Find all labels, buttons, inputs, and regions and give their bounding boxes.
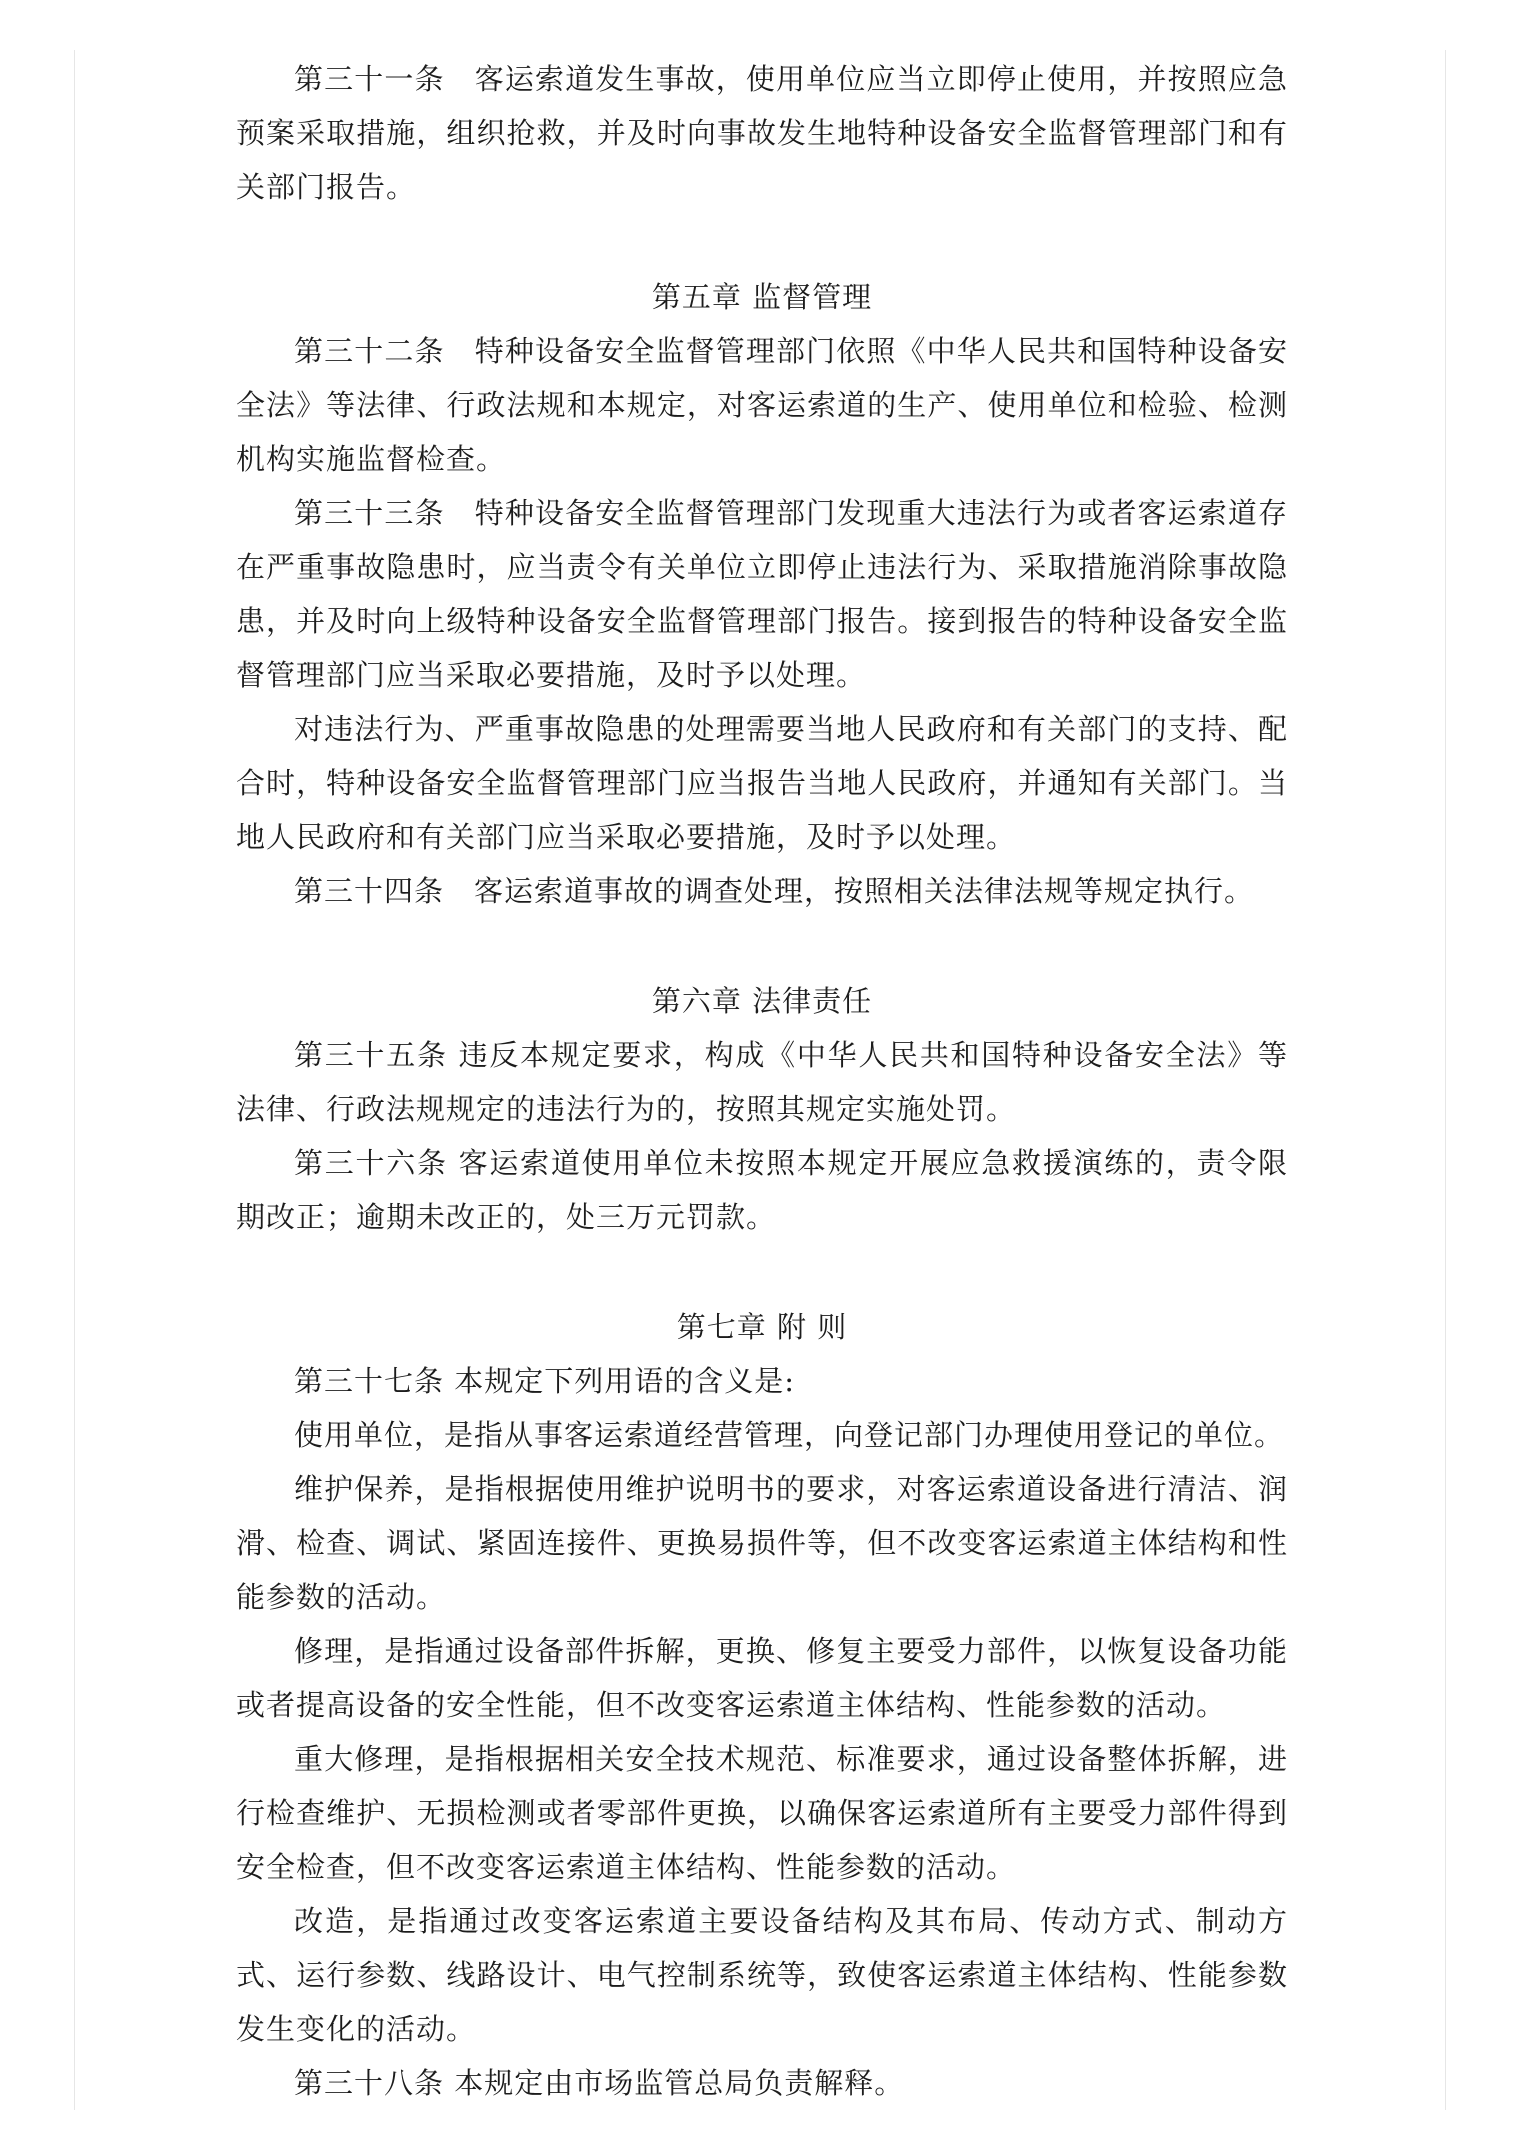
- article-37: 第三十七条 本规定下列用语的含义是:: [294, 1364, 795, 1398]
- right-margin-line: [1445, 50, 1446, 2110]
- section-gap: [236, 214, 1288, 270]
- document-body: [236, 52, 1288, 2110]
- article-31: 第三十一条 客运索道发生事故，使用单位应当立即停止使用，并按照应急预案采取措施，组织抢救，并及时向事故发生地特种设备安全监督管理部门和有关部门报告。: [236, 62, 1288, 204]
- article-33: 第三十三条 特种设备安全监督管理部门发现重大违法行为或者客运索道存在严重事故隐患时，应当责令有关单位立即停止违法行为、采取措施消除事故隐患，并及时向上级特种设备安全监督管理部门报告。接到报告的特种设备安全监督管理部门应当采取必要措施，及时予以处理。: [236, 496, 1288, 692]
- definition-major-repair: 重大修理，是指根据相关安全技术规范、标准要求，通过设备整体拆解，进行检查维护、无损检测或者零部件更换，以确保客运索道所有主要受力部件得到安全检查，但不改变客运索道主体结构、性能参数的活动。: [236, 1742, 1288, 1884]
- article-34: 第三十四条 客运索道事故的调查处理，按照相关法律法规等规定执行。: [294, 874, 1255, 908]
- definition-user-unit: 使用单位，是指从事客运索道经营管理，向登记部门办理使用登记的单位。: [294, 1418, 1285, 1452]
- section-gap: [236, 918, 1288, 974]
- article-33-paragraph-2: 对违法行为、严重事故隐患的处理需要当地人民政府和有关部门的支持、配合时，特种设备安全监督管理部门应当报告当地人民政府，并通知有关部门。当地人民政府和有关部门应当采取必要措施，及时予以处理。: [236, 712, 1288, 854]
- article-32: 第三十二条 特种设备安全监督管理部门依照《中华人民共和国特种设备安全法》等法律、行政法规和本规定，对客运索道的生产、使用单位和检验、检测机构实施监督检查。: [236, 334, 1288, 476]
- article-38: 第三十八条 本规定由市场监管总局负责解释。: [294, 2066, 905, 2100]
- left-margin-line: [74, 50, 75, 2110]
- definition-maintenance: 维护保养，是指根据使用维护说明书的要求，对客运索道设备进行清洁、润滑、检查、调试、紧固连接件、更换易损件等，但不改变客运索道主体结构和性能参数的活动。: [236, 1472, 1288, 1614]
- article-36: 第三十六条 客运索道使用单位未按照本规定开展应急救援演练的，责令限期改正；逾期未改正的，处三万元罚款。: [236, 1146, 1288, 1234]
- article-35: 第三十五条 违反本规定要求，构成《中华人民共和国特种设备安全法》等法律、行政法规规定的违法行为的，按照其规定实施处罚。: [236, 1038, 1288, 1126]
- section-gap: [236, 1244, 1288, 1300]
- definition-modification: 改造，是指通过改变客运索道主要设备结构及其布局、传动方式、制动方式、运行参数、线路设计、电气控制系统等，致使客运索道主体结构、性能参数发生变化的活动。: [236, 1904, 1288, 2046]
- chapter-6-heading: 第六章 法律责任: [651, 984, 873, 1018]
- definition-repair: 修理，是指通过设备部件拆解，更换、修复主要受力部件，以恢复设备功能或者提高设备的安全性能，但不改变客运索道主体结构、性能参数的活动。: [236, 1634, 1288, 1722]
- chapter-7-heading: 第七章 附 则: [676, 1310, 848, 1344]
- chapter-5-heading: 第五章 监督管理: [651, 280, 873, 314]
